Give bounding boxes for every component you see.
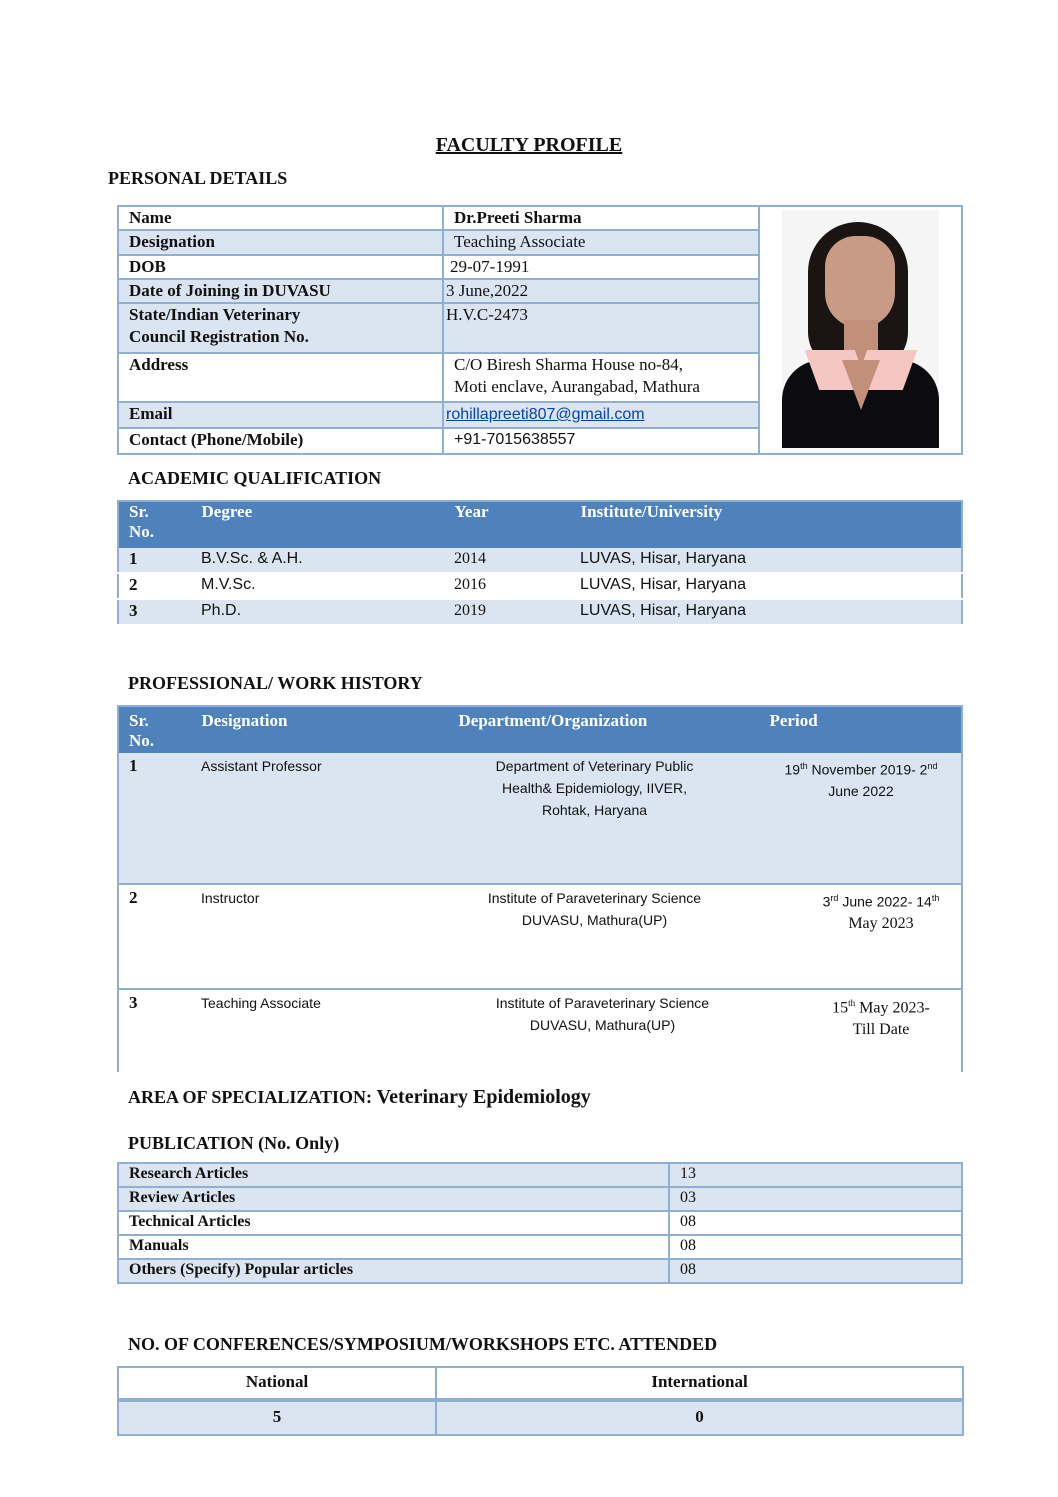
header-sr-no: Sr. No. — [118, 706, 191, 752]
specialization-value: Veterinary Epidemiology — [376, 1086, 591, 1108]
email-link[interactable]: rohillapreeti807@gmail.com — [446, 406, 645, 423]
label-contact: Contact (Phone/Mobile) — [118, 428, 443, 454]
label-address: Address — [118, 353, 443, 402]
personal-details-heading: PERSONAL DETAILS — [108, 168, 288, 188]
conferences-table — [117, 1366, 964, 1436]
national-label: National — [118, 1367, 436, 1400]
table-row: 1 Assistant Professor Department of Veterinary Public Health& Epidemiology, IIVER, Rohtak, Haryana 19th November 2019- 2nd June 2022 — [118, 752, 962, 884]
value-registration: H.V.C-2473 — [443, 303, 759, 353]
table-row: Others (Specify) Popular articles 08 — [118, 1259, 962, 1283]
header-period: Period — [741, 706, 962, 752]
international-value: 0 — [436, 1400, 963, 1435]
label-designation: Designation — [118, 230, 443, 255]
header-institute: Institute/University — [570, 501, 962, 547]
value-name: Dr.Preeti Sharma — [443, 206, 759, 230]
academic-table — [117, 500, 963, 626]
header-year: Year — [444, 501, 570, 547]
table-row: Technical Articles 08 — [118, 1211, 962, 1235]
label-joining: Date of Joining in DUVASU — [118, 279, 443, 303]
label-email: Email — [118, 402, 443, 428]
value-designation: Teaching Associate — [443, 230, 759, 255]
table-row: 3 Ph.D. 2019 LUVAS, Hisar, Haryana — [118, 599, 962, 625]
international-label: International — [436, 1367, 963, 1400]
header-degree: Degree — [191, 501, 444, 547]
table-row: 3 Teaching Associate Institute of Paraveterinary Science DUVASU, Mathura(UP) 15th May 2023- Till Date — [118, 989, 962, 1073]
header-department: Department/Organization — [448, 706, 741, 752]
specialization-label: AREA OF SPECIALIZATION: — [128, 1087, 373, 1107]
table-row: Research Articles 13 — [118, 1163, 962, 1187]
table-row: 2 Instructor Institute of Paraveterinary Science DUVASU, Mathura(UP) 3rd June 2022- 14th May 2023 — [118, 884, 962, 989]
work-history-table — [117, 705, 963, 1074]
publication-heading: PUBLICATION (No. Only) — [128, 1133, 340, 1153]
table-row: Manuals 08 — [118, 1235, 962, 1259]
page-title: FACULTY PROFILE — [435, 134, 623, 156]
label-registration: State/Indian Veterinary Council Registration No. — [118, 303, 443, 353]
header-sr-no: Sr. No. — [118, 501, 191, 547]
value-contact: +91-7015638557 — [443, 428, 759, 454]
national-value: 5 — [118, 1400, 436, 1435]
label-dob: DOB — [118, 255, 443, 279]
table-row: 2 M.V.Sc. 2016 LUVAS, Hisar, Haryana — [118, 573, 962, 599]
conferences-heading: NO. OF CONFERENCES/SYMPOSIUM/WORKSHOPS ETC. ATTENDED — [128, 1334, 718, 1354]
table-row: 1 B.V.Sc. & A.H. 2014 LUVAS, Hisar, Haryana — [118, 547, 962, 573]
value-address: C/O Biresh Sharma House no-84, Moti enclave, Aurangabad, Mathura — [443, 353, 759, 402]
value-dob: 29-07-1991 — [443, 255, 759, 279]
academic-heading: ACADEMIC QUALIFICATION — [128, 468, 382, 488]
photo-cell — [759, 206, 962, 454]
label-name: Name — [118, 206, 443, 230]
table-row: Review Articles 03 — [118, 1187, 962, 1211]
header-designation: Designation — [191, 706, 448, 752]
personal-details-table — [117, 205, 963, 455]
profile-photo — [782, 210, 939, 448]
specialization — [128, 1086, 591, 1109]
publication-table — [117, 1162, 963, 1284]
value-joining: 3 June,2022 — [443, 279, 759, 303]
work-history-heading: PROFESSIONAL/ WORK HISTORY — [128, 673, 423, 693]
